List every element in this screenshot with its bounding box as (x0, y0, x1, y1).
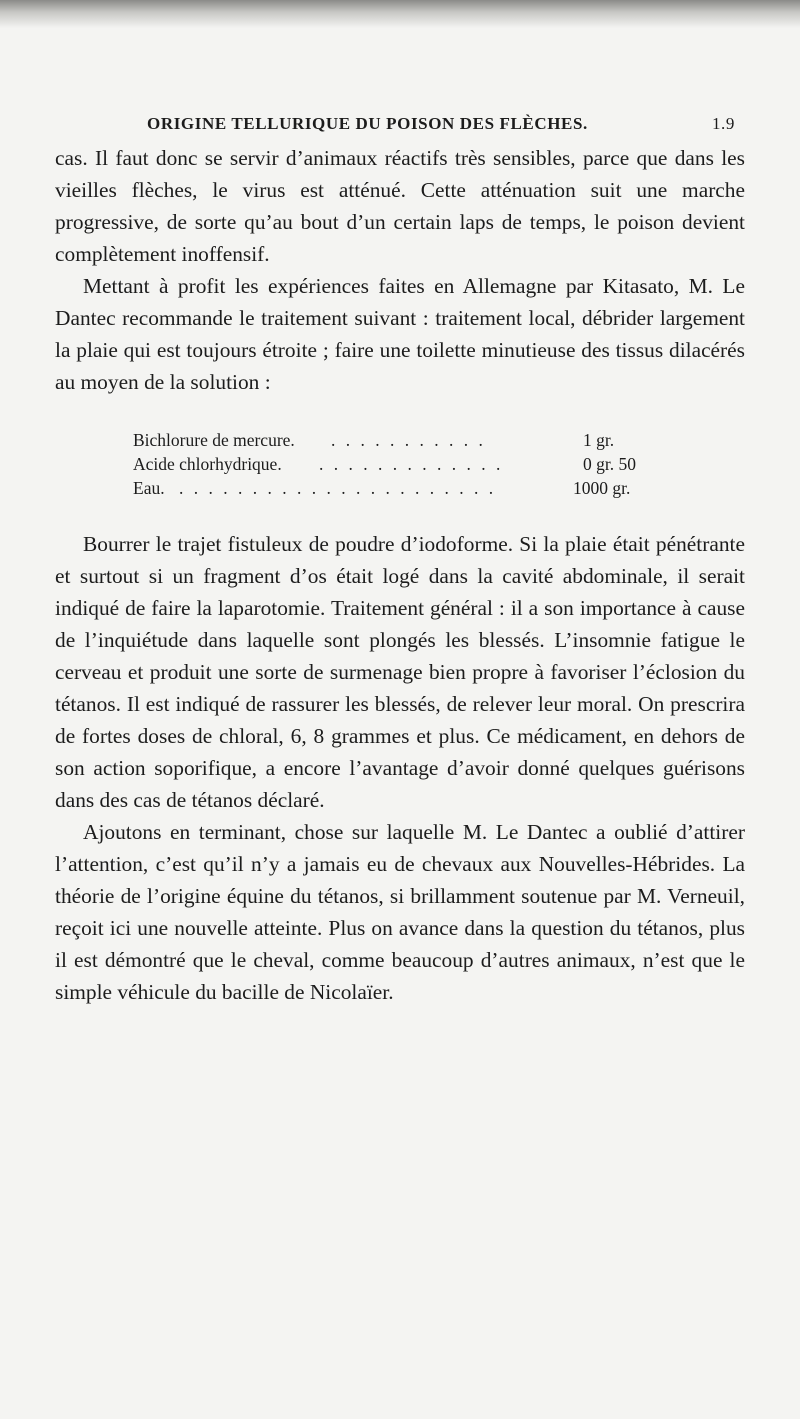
paragraph-treatment: Mettant à profit les expériences faites en Allemagne par Kitasato, M. Le Dantec recommande le traitement suivant : traitement local, débrider largement la plaie qui est toujours étroite ; faire une toilette minutieuse des tissus dilacérés au moyen de la solution : (55, 274, 745, 394)
formula-amount: 1 gr. (583, 430, 615, 450)
scan-edge-shadow (0, 0, 800, 28)
formula-row-eau (55, 476, 745, 500)
formula-row-bichlorure (55, 428, 745, 452)
formula-amount: 0 gr. 50 (583, 454, 636, 474)
formula-leader-dots: . . . . . . . . . . . (331, 430, 486, 450)
paragraph-conclusion: Ajoutons en terminant, chose sur laquelle M. Le Dantec a oublié d’attirer l’attention, c’est qu’il n’y a jamais eu de chevaux aux Nouvelles-Hébrides. La théorie de l’origine équine du tétanos, si brillamment soutenue par M. Verneuil, reçoit ici une nouvelle atteinte. Plus on avance dans la question du tétanos, plus il est démontré que le cheval, comme beaucoup d’autres animaux, n’est que le simple véhicule du bacille de Nicolaïer. (55, 820, 745, 1004)
formula-amount: 1000 gr. (573, 478, 631, 498)
running-head (55, 108, 745, 142)
formula-ingredient: Acide chlorhydrique. (133, 454, 282, 474)
paragraph-continuation: cas. Il faut donc se servir d’animaux réactifs très sensibles, parce que dans les vieilles flèches, le virus est atténué. Cette atténuation suit une marche progressive, de sorte qu’au bout d’un certain laps de temps, le poison devient complètement inoffensif. (55, 146, 745, 266)
formula-leader-dots: . . . . . . . . . . . . . . . . . . . . . . (179, 478, 497, 498)
formula-row-acide (55, 452, 745, 476)
formula-ingredient: Eau. (133, 478, 165, 498)
book-page (55, 108, 745, 1008)
running-title: ORIGINE TELLURIQUE DU POISON DES FLÈCHES. (147, 114, 588, 133)
page-number: 1.9 (711, 114, 735, 133)
solution-formula (55, 428, 745, 500)
body-text (55, 142, 745, 1008)
formula-leader-dots: . . . . . . . . . . . . . (319, 454, 504, 474)
formula-ingredient: Bichlorure de mercure. (133, 430, 295, 450)
paragraph-iodoforme: Bourrer le trajet fistuleux de poudre d’iodoforme. Si la plaie était pénétrante et surtout si un fragment d’os était logé dans la cavité abdominale, il serait indiqué de faire la laparotomie. Traitement général : il a son importance à cause de l’inquiétude dans laquelle sont plongés les blessés. L’insomnie fatigue le cerveau et produit une sorte de surmenage bien propre à favoriser l’éclosion du tétanos. Il est indiqué de rassurer les blessés, de relever leur moral. On prescrira de fortes doses de chloral, 6, 8 grammes et plus. Ce médicament, en dehors de son action soporifique, a encore l’avantage d’avoir donné quelques guérisons dans des cas de tétanos déclaré. (55, 532, 745, 812)
